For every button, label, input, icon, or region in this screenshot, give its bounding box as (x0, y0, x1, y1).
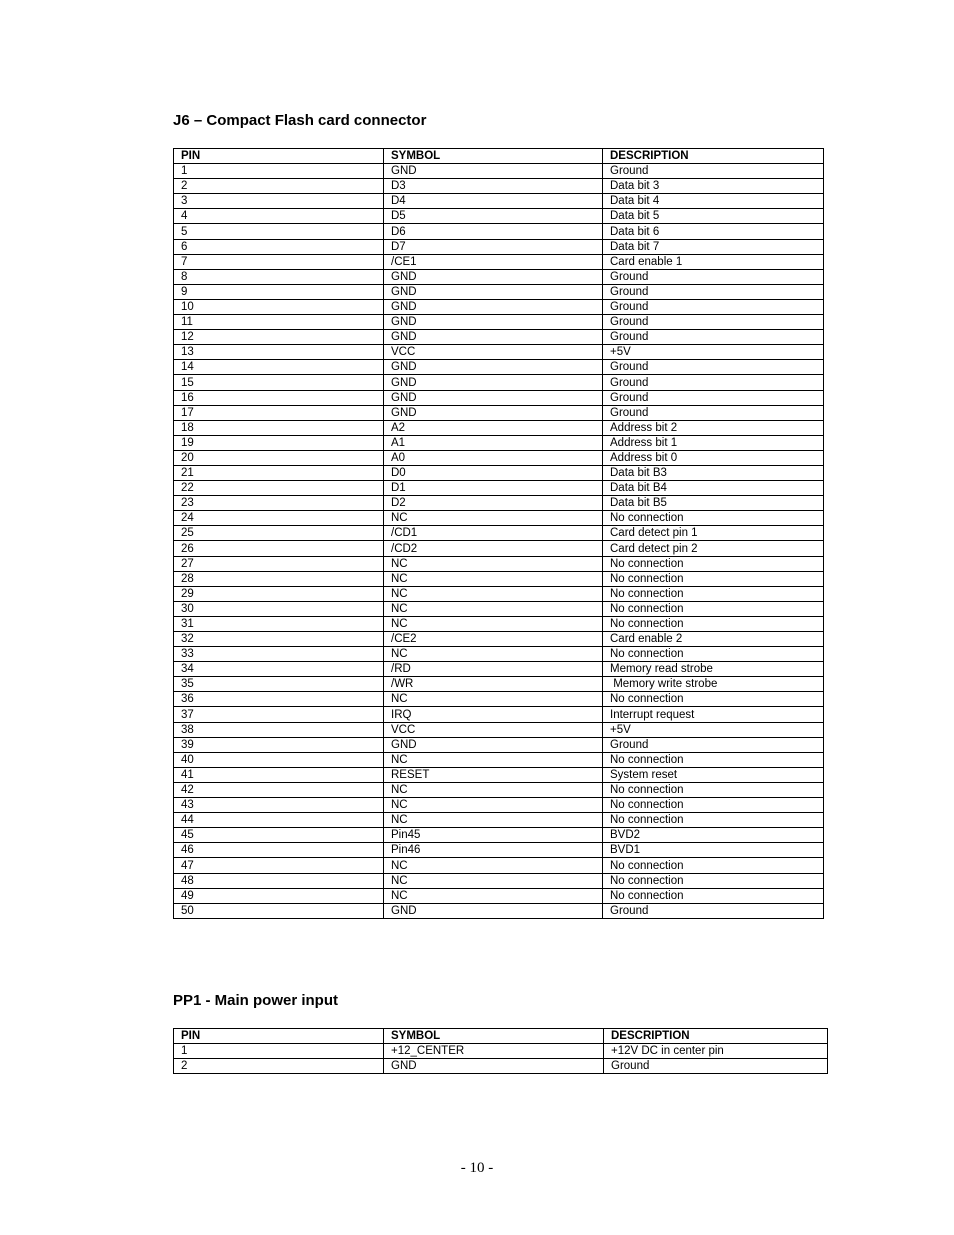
pin-cell: 30 (174, 601, 384, 616)
symbol-cell: RESET (384, 767, 603, 782)
column-header-description: DESCRIPTION (604, 1029, 828, 1044)
table-row (174, 798, 824, 813)
table-row (174, 541, 824, 556)
pin-cell: 9 (174, 284, 384, 299)
table-row (174, 420, 824, 435)
pin-cell: 43 (174, 798, 384, 813)
symbol-cell: A0 (384, 450, 603, 465)
table-row (174, 767, 824, 782)
table-row (174, 722, 824, 737)
description-cell: No connection (603, 888, 824, 903)
description-cell: +12V DC in center pin (604, 1044, 828, 1059)
description-cell: No connection (603, 858, 824, 873)
symbol-cell: D7 (384, 239, 603, 254)
pin-cell: 1 (174, 164, 384, 179)
symbol-cell: D3 (384, 179, 603, 194)
table-row (174, 405, 824, 420)
pin-cell: 41 (174, 767, 384, 782)
description-cell: Data bit 4 (603, 194, 824, 209)
description-cell: Ground (603, 375, 824, 390)
description-cell: Ground (603, 284, 824, 299)
pin-cell: 3 (174, 194, 384, 209)
table-row (174, 209, 824, 224)
pin-cell: 49 (174, 888, 384, 903)
column-header-pin: PIN (174, 149, 384, 164)
symbol-cell: NC (384, 782, 603, 797)
symbol-cell: GND (384, 903, 603, 918)
symbol-cell: D4 (384, 194, 603, 209)
pin-cell: 14 (174, 360, 384, 375)
description-cell: No connection (603, 782, 824, 797)
pin-cell: 32 (174, 632, 384, 647)
symbol-cell: GND (384, 164, 603, 179)
symbol-cell: NC (384, 511, 603, 526)
pin-cell: 36 (174, 692, 384, 707)
description-cell: Ground (603, 737, 824, 752)
description-cell: +5V (603, 345, 824, 360)
description-cell: Data bit 7 (603, 239, 824, 254)
table-row (174, 677, 824, 692)
description-cell: Address bit 1 (603, 435, 824, 450)
symbol-cell: GND (384, 405, 603, 420)
symbol-cell: GND (384, 315, 603, 330)
pin-cell: 40 (174, 752, 384, 767)
description-cell: No connection (603, 647, 824, 662)
description-cell: Memory read strobe (603, 662, 824, 677)
symbol-cell: GND (384, 330, 603, 345)
pin-table-j6 (173, 148, 824, 919)
table-row (174, 481, 824, 496)
section-title-j6: J6 – Compact Flash card connector (173, 112, 427, 129)
description-cell: No connection (603, 873, 824, 888)
column-header-pin: PIN (174, 1029, 384, 1044)
table-row (174, 616, 824, 631)
description-cell: Card detect pin 2 (603, 541, 824, 556)
symbol-cell: GND (384, 299, 603, 314)
symbol-cell: /RD (384, 662, 603, 677)
pin-cell: 47 (174, 858, 384, 873)
table-row (174, 888, 824, 903)
symbol-cell: Pin45 (384, 828, 603, 843)
table-row (174, 813, 824, 828)
table-row (174, 239, 824, 254)
description-cell: +5V (603, 722, 824, 737)
symbol-cell: /WR (384, 677, 603, 692)
description-cell: Ground (603, 360, 824, 375)
pin-cell: 37 (174, 707, 384, 722)
description-cell: Data bit B5 (603, 496, 824, 511)
description-cell: Address bit 0 (603, 450, 824, 465)
description-cell: Card detect pin 1 (603, 526, 824, 541)
description-cell: No connection (603, 798, 824, 813)
description-cell: No connection (603, 571, 824, 586)
table-row (174, 345, 824, 360)
column-header-symbol: SYMBOL (384, 1029, 604, 1044)
description-cell: Card enable 2 (603, 632, 824, 647)
description-cell: Ground (603, 299, 824, 314)
description-cell: BVD2 (603, 828, 824, 843)
description-cell: No connection (603, 692, 824, 707)
column-header-symbol: SYMBOL (384, 149, 603, 164)
description-cell: No connection (603, 556, 824, 571)
symbol-cell: D6 (384, 224, 603, 239)
description-cell: Ground (603, 330, 824, 345)
symbol-cell: A2 (384, 420, 603, 435)
table-row (174, 662, 824, 677)
description-cell: Ground (603, 315, 824, 330)
description-cell: BVD1 (603, 843, 824, 858)
table-row (174, 465, 824, 480)
pin-cell: 46 (174, 843, 384, 858)
symbol-cell: /CE2 (384, 632, 603, 647)
pin-table-pp1-body (174, 1044, 828, 1074)
table-row (174, 873, 824, 888)
table-row (174, 1044, 828, 1059)
pin-cell: 31 (174, 616, 384, 631)
table-row (174, 179, 824, 194)
pin-cell: 11 (174, 315, 384, 330)
symbol-cell: NC (384, 616, 603, 631)
description-cell: Interrupt request (603, 707, 824, 722)
pin-cell: 18 (174, 420, 384, 435)
description-cell: Ground (603, 269, 824, 284)
symbol-cell: D2 (384, 496, 603, 511)
pin-cell: 19 (174, 435, 384, 450)
symbol-cell: NC (384, 752, 603, 767)
pin-cell: 15 (174, 375, 384, 390)
section-title-pp1: PP1 - Main power input (173, 992, 339, 1009)
pin-cell: 6 (174, 239, 384, 254)
pin-cell: 27 (174, 556, 384, 571)
symbol-cell: VCC (384, 345, 603, 360)
table-row (174, 375, 824, 390)
table-row (174, 752, 824, 767)
table-row (174, 269, 824, 284)
symbol-cell: NC (384, 586, 603, 601)
table-row (174, 828, 824, 843)
symbol-cell: GND (384, 1059, 604, 1074)
pin-cell: 23 (174, 496, 384, 511)
table-row (174, 843, 824, 858)
table-row (174, 299, 824, 314)
table-row (174, 330, 824, 345)
symbol-cell: GND (384, 375, 603, 390)
symbol-cell: NC (384, 873, 603, 888)
table-row (174, 647, 824, 662)
table-row (174, 194, 824, 209)
table-row (174, 435, 824, 450)
pin-cell: 13 (174, 345, 384, 360)
symbol-cell: NC (384, 888, 603, 903)
pin-cell: 26 (174, 541, 384, 556)
description-cell: Data bit B3 (603, 465, 824, 480)
table-row (174, 315, 824, 330)
table-row (174, 511, 824, 526)
pin-cell: 38 (174, 722, 384, 737)
description-cell: No connection (603, 616, 824, 631)
table-row (174, 390, 824, 405)
table-row (174, 571, 824, 586)
pin-cell: 4 (174, 209, 384, 224)
description-cell: No connection (603, 601, 824, 616)
symbol-cell: /CD1 (384, 526, 603, 541)
description-cell: Ground (603, 903, 824, 918)
pin-table-pp1 (173, 1028, 828, 1074)
table-row (174, 556, 824, 571)
symbol-cell: VCC (384, 722, 603, 737)
page-number: - 10 - (460, 1160, 494, 1176)
symbol-cell: D0 (384, 465, 603, 480)
table-row (174, 586, 824, 601)
table-row (174, 254, 824, 269)
symbol-cell: /CD2 (384, 541, 603, 556)
table-row (174, 707, 824, 722)
description-cell: Ground (603, 164, 824, 179)
table-row (174, 632, 824, 647)
symbol-cell: NC (384, 647, 603, 662)
pin-cell: 2 (174, 1059, 384, 1074)
pin-cell: 35 (174, 677, 384, 692)
symbol-cell: D1 (384, 481, 603, 496)
symbol-cell: NC (384, 571, 603, 586)
table-row (174, 360, 824, 375)
pin-cell: 34 (174, 662, 384, 677)
table-row (174, 1059, 828, 1074)
description-cell: No connection (603, 752, 824, 767)
pin-cell: 28 (174, 571, 384, 586)
table-row (174, 903, 824, 918)
table-row (174, 164, 824, 179)
symbol-cell: GND (384, 390, 603, 405)
description-cell: Data bit 5 (603, 209, 824, 224)
pin-cell: 5 (174, 224, 384, 239)
table-row (174, 284, 824, 299)
table-row (174, 737, 824, 752)
description-cell: Card enable 1 (603, 254, 824, 269)
symbol-cell: IRQ (384, 707, 603, 722)
pin-cell: 16 (174, 390, 384, 405)
symbol-cell: NC (384, 798, 603, 813)
symbol-cell: NC (384, 813, 603, 828)
pin-cell: 24 (174, 511, 384, 526)
table-row (174, 692, 824, 707)
table-row (174, 601, 824, 616)
pin-cell: 45 (174, 828, 384, 843)
description-cell: No connection (603, 813, 824, 828)
column-header-description: DESCRIPTION (603, 149, 824, 164)
symbol-cell: NC (384, 692, 603, 707)
pin-cell: 7 (174, 254, 384, 269)
pin-cell: 22 (174, 481, 384, 496)
symbol-cell: +12_CENTER (384, 1044, 604, 1059)
pin-cell: 39 (174, 737, 384, 752)
pin-cell: 21 (174, 465, 384, 480)
pin-cell: 33 (174, 647, 384, 662)
pin-cell: 25 (174, 526, 384, 541)
symbol-cell: NC (384, 556, 603, 571)
symbol-cell: NC (384, 858, 603, 873)
pin-cell: 8 (174, 269, 384, 284)
pin-cell: 48 (174, 873, 384, 888)
description-cell: Ground (604, 1059, 828, 1074)
symbol-cell: NC (384, 601, 603, 616)
pin-cell: 50 (174, 903, 384, 918)
pin-cell: 42 (174, 782, 384, 797)
pin-cell: 29 (174, 586, 384, 601)
table-row (174, 496, 824, 511)
table-row (174, 526, 824, 541)
description-cell: Address bit 2 (603, 420, 824, 435)
table-row (174, 224, 824, 239)
symbol-cell: /CE1 (384, 254, 603, 269)
pin-table-j6-body (174, 164, 824, 919)
description-cell: Ground (603, 390, 824, 405)
symbol-cell: GND (384, 284, 603, 299)
pin-cell: 44 (174, 813, 384, 828)
pin-cell: 17 (174, 405, 384, 420)
symbol-cell: GND (384, 360, 603, 375)
description-cell: No connection (603, 511, 824, 526)
table-row (174, 450, 824, 465)
pin-cell: 12 (174, 330, 384, 345)
description-cell: Data bit 3 (603, 179, 824, 194)
description-cell: Data bit 6 (603, 224, 824, 239)
table-header-row (174, 149, 824, 164)
description-cell: System reset (603, 767, 824, 782)
description-cell: Ground (603, 405, 824, 420)
symbol-cell: GND (384, 269, 603, 284)
symbol-cell: A1 (384, 435, 603, 450)
pin-cell: 20 (174, 450, 384, 465)
description-cell: Data bit B4 (603, 481, 824, 496)
symbol-cell: D5 (384, 209, 603, 224)
symbol-cell: Pin46 (384, 843, 603, 858)
description-cell: Memory write strobe (603, 677, 824, 692)
description-cell: No connection (603, 586, 824, 601)
pin-cell: 2 (174, 179, 384, 194)
pin-cell: 1 (174, 1044, 384, 1059)
pin-cell: 10 (174, 299, 384, 314)
table-row (174, 858, 824, 873)
symbol-cell: GND (384, 737, 603, 752)
table-row (174, 782, 824, 797)
table-header-row (174, 1029, 828, 1044)
